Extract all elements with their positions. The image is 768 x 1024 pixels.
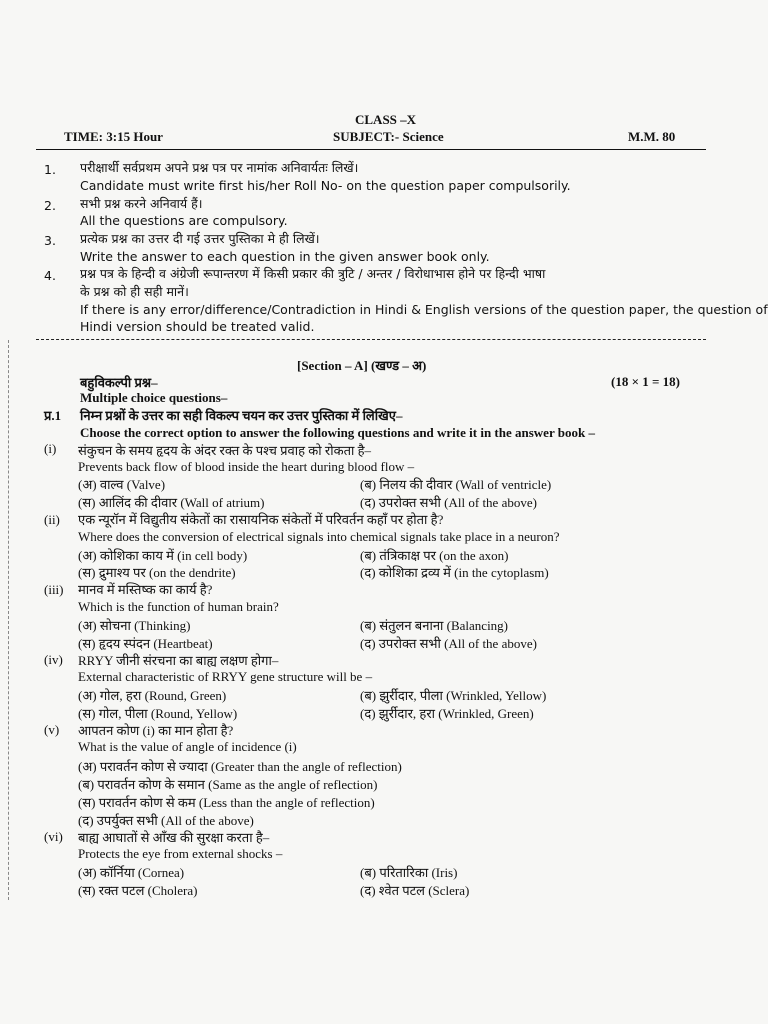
margin-rule <box>8 340 9 900</box>
option: (अ) कॉर्निया (Cornea) <box>78 865 185 880</box>
option: (अ) कोशिका काय में (in cell body) <box>78 548 248 563</box>
question-hindi: आपतन कोण (i) का मान होता है? <box>78 723 234 738</box>
instruction-number: 1. <box>44 162 56 177</box>
option: (द) उपरोक्त सभी (All of the above) <box>360 495 537 510</box>
question-instruction-hindi: निम्न प्रश्नों के उत्तर का सही विकल्प चयन कर उत्तर पुस्तिका में लिखिए– <box>80 408 403 423</box>
section-title: [Section – A] (खण्ड – अ) <box>297 358 427 373</box>
instruction-number: 4. <box>44 268 56 283</box>
option: (द) कोशिका द्रव्य में (in the cytoplasm) <box>360 565 549 580</box>
question-hindi: एक न्यूरॉन में विद्युतीय संकेतों का रासायनिक संकेतों में परिवर्तन कहाँ पर होता है? <box>78 512 444 527</box>
instruction-hindi-cont: के प्रश्न को ही सही मानें। <box>80 284 189 299</box>
max-marks-label: M.M. 80 <box>628 129 676 144</box>
option: (स) रक्त पटल (Cholera) <box>78 883 198 898</box>
option: (द) झुर्रीदार, हरा (Wrinkled, Green) <box>360 706 534 721</box>
mcq-heading-english: Multiple choice questions– <box>80 390 228 405</box>
header-rule <box>36 149 706 150</box>
question-hindi: RRYY जीनी संरचना का बाह्य लक्षण होगा– <box>78 653 279 668</box>
question-english: External characteristic of RRYY gene structure will be – <box>78 669 373 684</box>
instruction-hindi: प्रत्येक प्रश्न का उत्तर दी गई उत्तर पुस्तिका मे ही लिखें। <box>80 231 320 246</box>
instruction-hindi: प्रश्न पत्र के हिन्दी व अंग्रेजी रूपान्तरण में किसी प्रकार की त्रुटि / अन्तर / विरोधाभास होने पर हिन्दी भाषा <box>80 266 546 281</box>
option: (स) द्रुमाश्य पर (on the dendrite) <box>78 565 236 580</box>
option: (स) गोल, पीला (Round, Yellow) <box>78 706 238 721</box>
section-divider <box>36 339 706 340</box>
question-english: What is the value of angle of incidence (i) <box>78 739 297 754</box>
mcq-heading-hindi: बहुविकल्पी प्रश्न– <box>80 375 158 390</box>
option: (द) उपर्युक्त सभी (All of the above) <box>78 813 254 828</box>
option: (ब) परावर्तन कोण के समान (Same as the angle of reflection) <box>78 777 378 792</box>
instruction-number: 2. <box>44 198 56 213</box>
question-hindi: बाह्य आघातों से आँख की सुरक्षा करता है– <box>78 830 270 845</box>
instruction-hindi: सभी प्रश्न करने अनिवार्य हैं। <box>80 196 203 211</box>
option: (स) आलिंद की दीवार (Wall of atrium) <box>78 495 265 510</box>
instruction-english-cont: Hindi version should be treated valid. <box>80 319 315 334</box>
option: (स) परावर्तन कोण से कम (Less than the angle of reflection) <box>78 795 375 810</box>
option: (अ) सोचना (Thinking) <box>78 618 191 633</box>
option: (अ) वाल्व (Valve) <box>78 477 166 492</box>
option: (ब) झुर्रीदार, पीला (Wrinkled, Yellow) <box>360 688 547 703</box>
question-number: (vi) <box>44 829 63 844</box>
time-label: TIME: 3:15 Hour <box>64 129 163 144</box>
instruction-english: All the questions are compulsory. <box>80 213 288 228</box>
instruction-english: Write the answer to each question in the given answer book only. <box>80 249 490 264</box>
instruction-number: 3. <box>44 233 56 248</box>
question-number: (iv) <box>44 652 63 667</box>
option: (द) उपरोक्त सभी (All of the above) <box>360 636 537 651</box>
question-hindi: मानव में मस्तिष्क का कार्य है? <box>78 582 213 597</box>
instruction-english: If there is any error/difference/Contradiction in Hindi & English versions of the question paper, the question of <box>80 302 768 317</box>
option: (द) श्वेत पटल (Sclera) <box>360 883 470 898</box>
option: (अ) परावर्तन कोण से ज्यादा (Greater than the angle of reflection) <box>78 759 402 774</box>
instruction-hindi: परीक्षार्थी सर्वप्रथम अपने प्रश्न पत्र पर नामांक अनिवार्यतः लिखें। <box>80 160 359 175</box>
question-number: प्र.1 <box>44 408 62 423</box>
section-marks: (18 × 1 = 18) <box>611 374 680 389</box>
instruction-english: Candidate must write first his/her Roll No- on the question paper compulsorily. <box>80 178 571 193</box>
option: (ब) संतुलन बनाना (Balancing) <box>360 618 509 633</box>
question-number: (v) <box>44 722 60 737</box>
question-english: Protects the eye from external shocks – <box>78 846 283 861</box>
option: (ब) निलय की दीवार (Wall of ventricle) <box>360 477 552 492</box>
question-number: (iii) <box>44 582 64 597</box>
option: (ब) परितारिका (Iris) <box>360 865 458 880</box>
question-english: Where does the conversion of electrical signals into chemical signals take place in a neuron? <box>78 529 560 544</box>
question-english: Prevents back flow of blood inside the heart during blood flow – <box>78 459 415 474</box>
option: (अ) गोल, हरा (Round, Green) <box>78 688 227 703</box>
option: (ब) तंत्रिकाक्ष पर (on the axon) <box>360 548 509 563</box>
question-hindi: संकुचन के समय हृदय के अंदर रक्त के पश्च प्रवाह को रोकता है– <box>78 443 371 458</box>
subject-label: SUBJECT:- Science <box>333 129 444 144</box>
question-instruction-english: Choose the correct option to answer the following questions and write it in the answer book – <box>80 425 595 440</box>
question-number: (i) <box>44 441 57 456</box>
question-english: Which is the function of human brain? <box>78 599 279 614</box>
option: (स) हृदय स्पंदन (Heartbeat) <box>78 636 213 651</box>
class-label: CLASS –X <box>355 112 417 127</box>
question-number: (ii) <box>44 512 60 527</box>
